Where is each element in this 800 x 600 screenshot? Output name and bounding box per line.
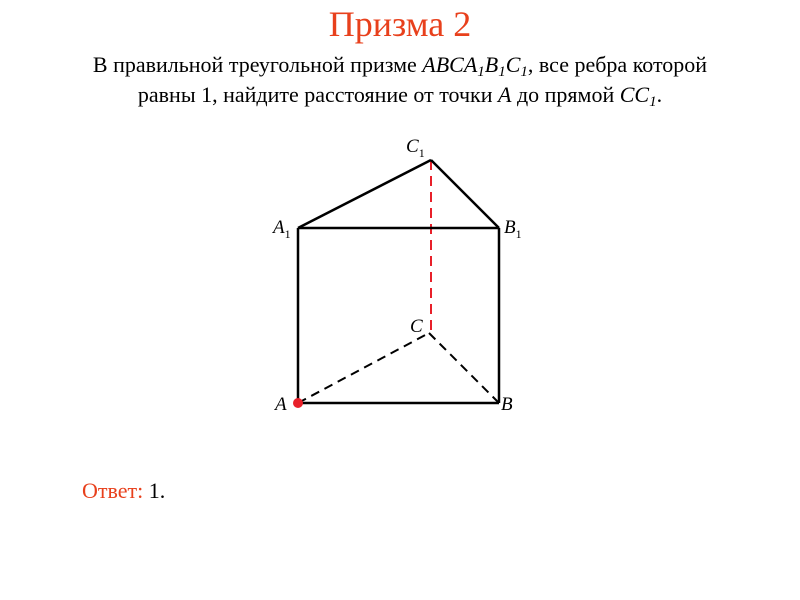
label-c1: $C_1$ — [406, 136, 425, 160]
line-name: $CC_1$ — [619, 82, 657, 110]
prism-name: $ABCA_1B_1C_1$ — [422, 52, 528, 80]
label-a: A — [275, 394, 287, 415]
problem-text-5: . — [656, 82, 663, 107]
answer-value: 1. — [148, 478, 166, 503]
point-name: A — [498, 82, 512, 107]
answer-label: Ответ: — [82, 478, 144, 503]
edge-a-c-hidden — [298, 333, 429, 403]
edge-a1-c1 — [298, 160, 431, 228]
edge-c-b-hidden — [429, 333, 499, 403]
label-b1: $B_1$ — [504, 217, 522, 241]
problem-text-1: В правильной треугольной призме — [92, 52, 423, 77]
answer — [82, 477, 165, 505]
problem-text-2: , все ребра которой — [527, 52, 708, 77]
label-b: B — [501, 394, 513, 415]
point-a-marker — [293, 398, 303, 408]
problem-text-4: до прямой — [511, 82, 620, 107]
problem-text-3: равны 1, найдите расстояние от точки — [137, 82, 498, 107]
slide-title: Призма 2 — [328, 4, 472, 44]
label-a1: $A_1$ — [273, 217, 291, 241]
label-c: C — [410, 316, 423, 337]
edge-c1-b1 — [431, 160, 499, 228]
